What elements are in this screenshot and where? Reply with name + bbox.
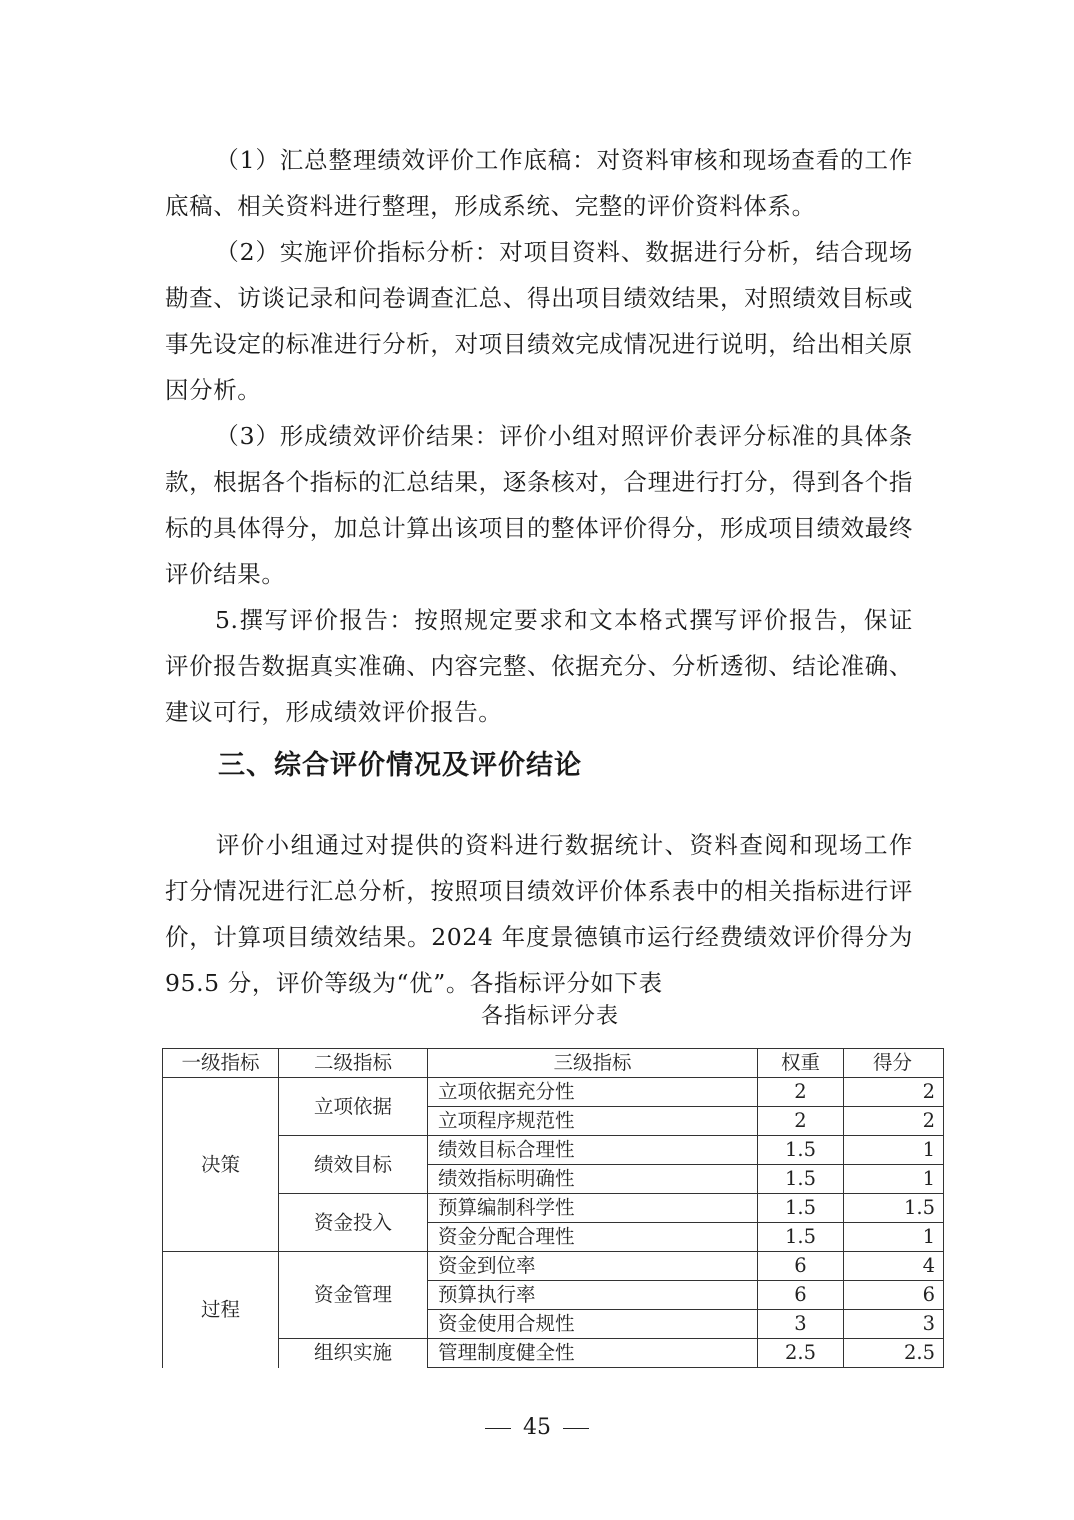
cell-weight: 6 xyxy=(758,1281,844,1310)
table-row xyxy=(163,1339,944,1368)
cell-level3: 立项依据充分性 xyxy=(428,1078,758,1107)
cell-weight: 1.5 xyxy=(758,1165,844,1194)
cell-level2: 立项依据 xyxy=(279,1078,428,1136)
table-row xyxy=(163,1194,944,1223)
cell-score: 2.5 xyxy=(844,1339,944,1368)
cell-level2: 资金投入 xyxy=(279,1194,428,1252)
cell-weight: 1.5 xyxy=(758,1194,844,1223)
cell-level3: 资金分配合理性 xyxy=(428,1223,758,1252)
table-body xyxy=(163,1078,944,1368)
cell-level3: 管理制度健全性 xyxy=(428,1339,758,1368)
cell-weight: 6 xyxy=(758,1252,844,1281)
paragraph-text: （3）形成绩效评价结果：评价小组对照评价表评分标准的具体条款，根据各个指标的汇总结果，逐条核对，合理进行打分，得到各个指标的具体得分，加总计算出该项目的整体评价得分，形成项目绩效最终评价结果。 xyxy=(165,422,913,588)
cell-level2: 组织实施 xyxy=(279,1339,428,1368)
cell-score: 3 xyxy=(844,1310,944,1339)
cell-score: 1.5 xyxy=(844,1194,944,1223)
header-level1: 一级指标 xyxy=(163,1049,279,1078)
cell-level3: 立项程序规范性 xyxy=(428,1107,758,1136)
table-row xyxy=(163,1252,944,1281)
cell-level3: 资金使用合规性 xyxy=(428,1310,758,1339)
cell-level3: 预算编制科学性 xyxy=(428,1194,758,1223)
section-heading: 三、综合评价情况及评价结论 xyxy=(218,750,582,781)
header-score: 得分 xyxy=(844,1049,944,1078)
page-footer xyxy=(0,1412,1074,1444)
header-level2: 二级指标 xyxy=(279,1049,428,1078)
cell-weight: 2.5 xyxy=(758,1339,844,1368)
paragraph-text: （2）实施评价指标分析：对项目资料、数据进行分析，结合现场勘查、访谈记录和问卷调查汇总、得出项目绩效结果，对照绩效目标或事先设定的标准进行分析，对项目绩效完成情况进行说明，给出相关原因分析。 xyxy=(165,238,913,404)
paragraph-summarize-workpapers xyxy=(165,137,913,229)
cell-level2: 绩效目标 xyxy=(279,1136,428,1194)
paragraph-write-report xyxy=(165,597,913,735)
page-number: 45 xyxy=(523,1415,551,1440)
cell-level2: 资金管理 xyxy=(279,1252,428,1339)
cell-level3: 绩效指标明确性 xyxy=(428,1165,758,1194)
cell-score: 2 xyxy=(844,1107,944,1136)
cell-score: 1 xyxy=(844,1165,944,1194)
paragraph-text: 评价小组通过对提供的资料进行数据统计、资料查阅和现场工作打分情况进行汇总分析，按照项目绩效评价体系表中的相关指标进行评价，计算项目绩效结果。2024 年度景德镇市运行经费绩效评价得分为 95.5 分，评价等级为“优”。各指标评分如下表 xyxy=(165,831,913,997)
dash-left xyxy=(485,1428,511,1429)
paragraph-text: （1）汇总整理绩效评价工作底稿：对资料审核和现场查看的工作底稿、相关资料进行整理，形成系统、完整的评价资料体系。 xyxy=(165,146,913,220)
table-row xyxy=(163,1136,944,1165)
table-row xyxy=(163,1078,944,1107)
cell-score: 6 xyxy=(844,1281,944,1310)
score-table xyxy=(162,1048,944,1368)
cell-level1: 过程 xyxy=(163,1252,279,1368)
paragraph-evaluation-conclusion xyxy=(165,822,913,1006)
cell-level3: 资金到位率 xyxy=(428,1252,758,1281)
cell-score: 1 xyxy=(844,1223,944,1252)
cell-level3: 预算执行率 xyxy=(428,1281,758,1310)
table-caption: 各指标评分表 xyxy=(480,1004,619,1029)
cell-level1: 决策 xyxy=(163,1078,279,1252)
cell-score: 2 xyxy=(844,1078,944,1107)
table-header-row xyxy=(163,1049,944,1078)
cell-weight: 2 xyxy=(758,1107,844,1136)
cell-weight: 3 xyxy=(758,1310,844,1339)
paragraph-indicator-analysis xyxy=(165,229,913,413)
paragraph-text: 5.撰写评价报告：按照规定要求和文本格式撰写评价报告，保证评价报告数据真实准确、内容完整、依据充分、分析透彻、结论准确、建议可行，形成绩效评价报告。 xyxy=(165,606,913,726)
cell-weight: 1.5 xyxy=(758,1136,844,1165)
header-level3: 三级指标 xyxy=(428,1049,758,1078)
cell-weight: 2 xyxy=(758,1078,844,1107)
cell-level3: 绩效目标合理性 xyxy=(428,1136,758,1165)
paragraph-form-results xyxy=(165,413,913,597)
cell-weight: 1.5 xyxy=(758,1223,844,1252)
dash-right xyxy=(563,1428,589,1429)
header-weight: 权重 xyxy=(758,1049,844,1078)
cell-score: 4 xyxy=(844,1252,944,1281)
cell-score: 1 xyxy=(844,1136,944,1165)
